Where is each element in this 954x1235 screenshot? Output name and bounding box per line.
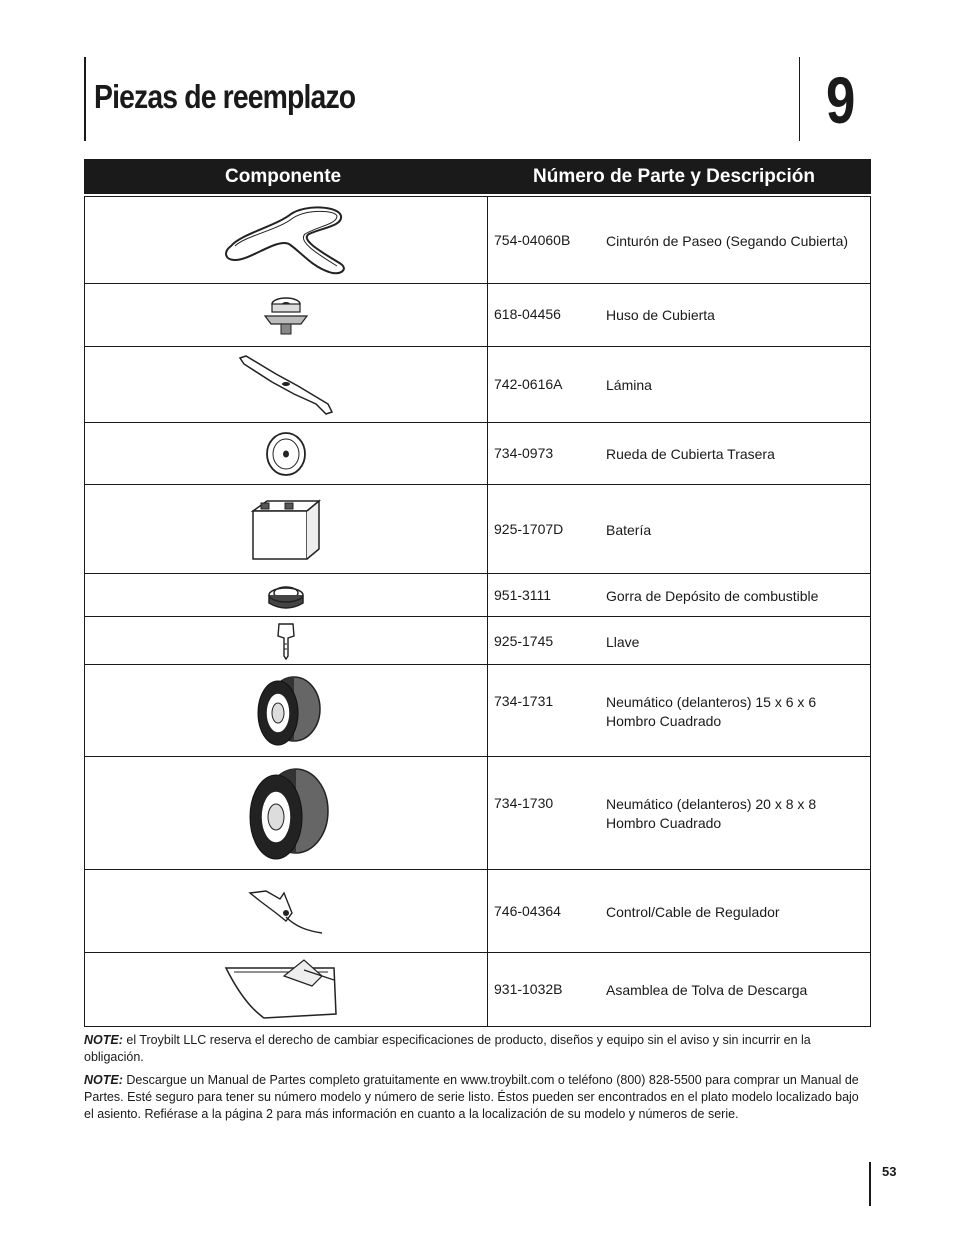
part-description: Huso de Cubierta — [606, 307, 715, 323]
table-row — [85, 346, 870, 423]
belt-icon — [221, 204, 351, 276]
title-left-rule — [84, 57, 86, 141]
part-number: 951-3111 — [494, 587, 552, 603]
part-number: 734-0973 — [494, 445, 554, 461]
table-header — [84, 159, 871, 194]
table-row — [85, 664, 870, 757]
part-description: Neumático (delanteros) 15 x 6 x 6 Hombro Cuadrado — [606, 694, 817, 729]
table-row — [85, 756, 870, 870]
spindle-icon — [261, 294, 311, 338]
part-description: Batería — [606, 522, 652, 538]
footer-rule — [869, 1162, 871, 1206]
table-row — [85, 616, 870, 665]
note-2 — [84, 1072, 864, 1123]
table-row — [85, 422, 870, 485]
table-row — [85, 952, 870, 1027]
note-text: Descargue un Manual de Partes completo gratuitamente en www.troybilt.com o teléfono (800) 828-5500 para comprar un Manual de Partes. Esté seguro para tener su número modelo y número de serie listo. Éstos pueden ser encontrados en el plato modelo localizado bajo el asiento. Refiérase a la página 2 para más información en cuanto a la localización de su modelo y números de serie. — [84, 1073, 859, 1121]
table-row — [85, 283, 870, 347]
part-number: 734-1731 — [494, 693, 554, 709]
table-row — [85, 573, 870, 617]
discharge-chute-icon — [224, 958, 348, 1022]
component-cell — [85, 953, 488, 1027]
part-number: 754-04060B — [494, 232, 571, 248]
parts-table — [84, 196, 871, 1027]
note-label: NOTE: — [84, 1073, 123, 1087]
component-cell — [85, 870, 488, 953]
component-cell — [85, 485, 488, 574]
part-description: Asamblea de Tolva de Descarga — [606, 982, 808, 998]
table-row — [85, 197, 870, 283]
key-icon — [276, 622, 296, 660]
component-cell — [85, 665, 488, 757]
component-cell — [85, 423, 488, 485]
blade-icon — [236, 354, 336, 416]
deck-wheel-icon — [264, 431, 308, 477]
part-description: Llave — [606, 634, 640, 650]
component-cell — [85, 617, 488, 665]
component-cell — [85, 284, 488, 347]
table-row — [85, 484, 870, 574]
part-description: Lámina — [606, 377, 652, 393]
fuel-cap-icon — [266, 581, 306, 611]
part-number: 734-1730 — [494, 795, 554, 811]
component-cell — [85, 757, 488, 870]
column-header-part: Número de Parte y Descripción — [533, 166, 815, 187]
note-text: el Troybilt LLC reserva el derecho de cambiar especificaciones de producto, diseños y equipo sin el aviso y sin incurrir en la obligación. — [84, 1033, 811, 1064]
component-cell — [85, 574, 488, 617]
table-row — [85, 869, 870, 953]
throttle-cable-icon — [246, 887, 326, 937]
part-description: Control/Cable de Regulador — [606, 904, 780, 920]
battery-icon — [251, 497, 321, 563]
part-description: Neumático (delanteros) 20 x 8 x 8 Hombro Cuadrado — [606, 796, 817, 831]
part-number: 746-04364 — [494, 903, 561, 919]
part-number: 742-0616A — [494, 376, 563, 392]
rear-tire-icon — [240, 765, 332, 863]
part-description: Gorra de Depósito de combustible — [606, 588, 819, 604]
page-title: Piezas de reemplazo — [94, 78, 356, 115]
column-header-component: Componente — [225, 166, 342, 187]
component-cell — [85, 347, 488, 423]
part-number: 931-1032B — [494, 981, 563, 997]
note-1 — [84, 1032, 864, 1066]
part-number: 618-04456 — [494, 306, 561, 322]
part-description: Rueda de Cubierta Trasera — [606, 446, 775, 462]
chapter-rule — [799, 57, 800, 141]
chapter-number: 9 — [826, 63, 856, 137]
part-description: Cinturón de Paseo (Segando Cubierta) — [606, 233, 849, 249]
component-cell — [85, 197, 488, 283]
page-number: 53 — [882, 1164, 897, 1179]
note-label: NOTE: — [84, 1033, 123, 1047]
part-number: 925-1707D — [494, 521, 564, 537]
part-number: 925-1745 — [494, 633, 554, 649]
front-tire-icon — [248, 673, 324, 749]
